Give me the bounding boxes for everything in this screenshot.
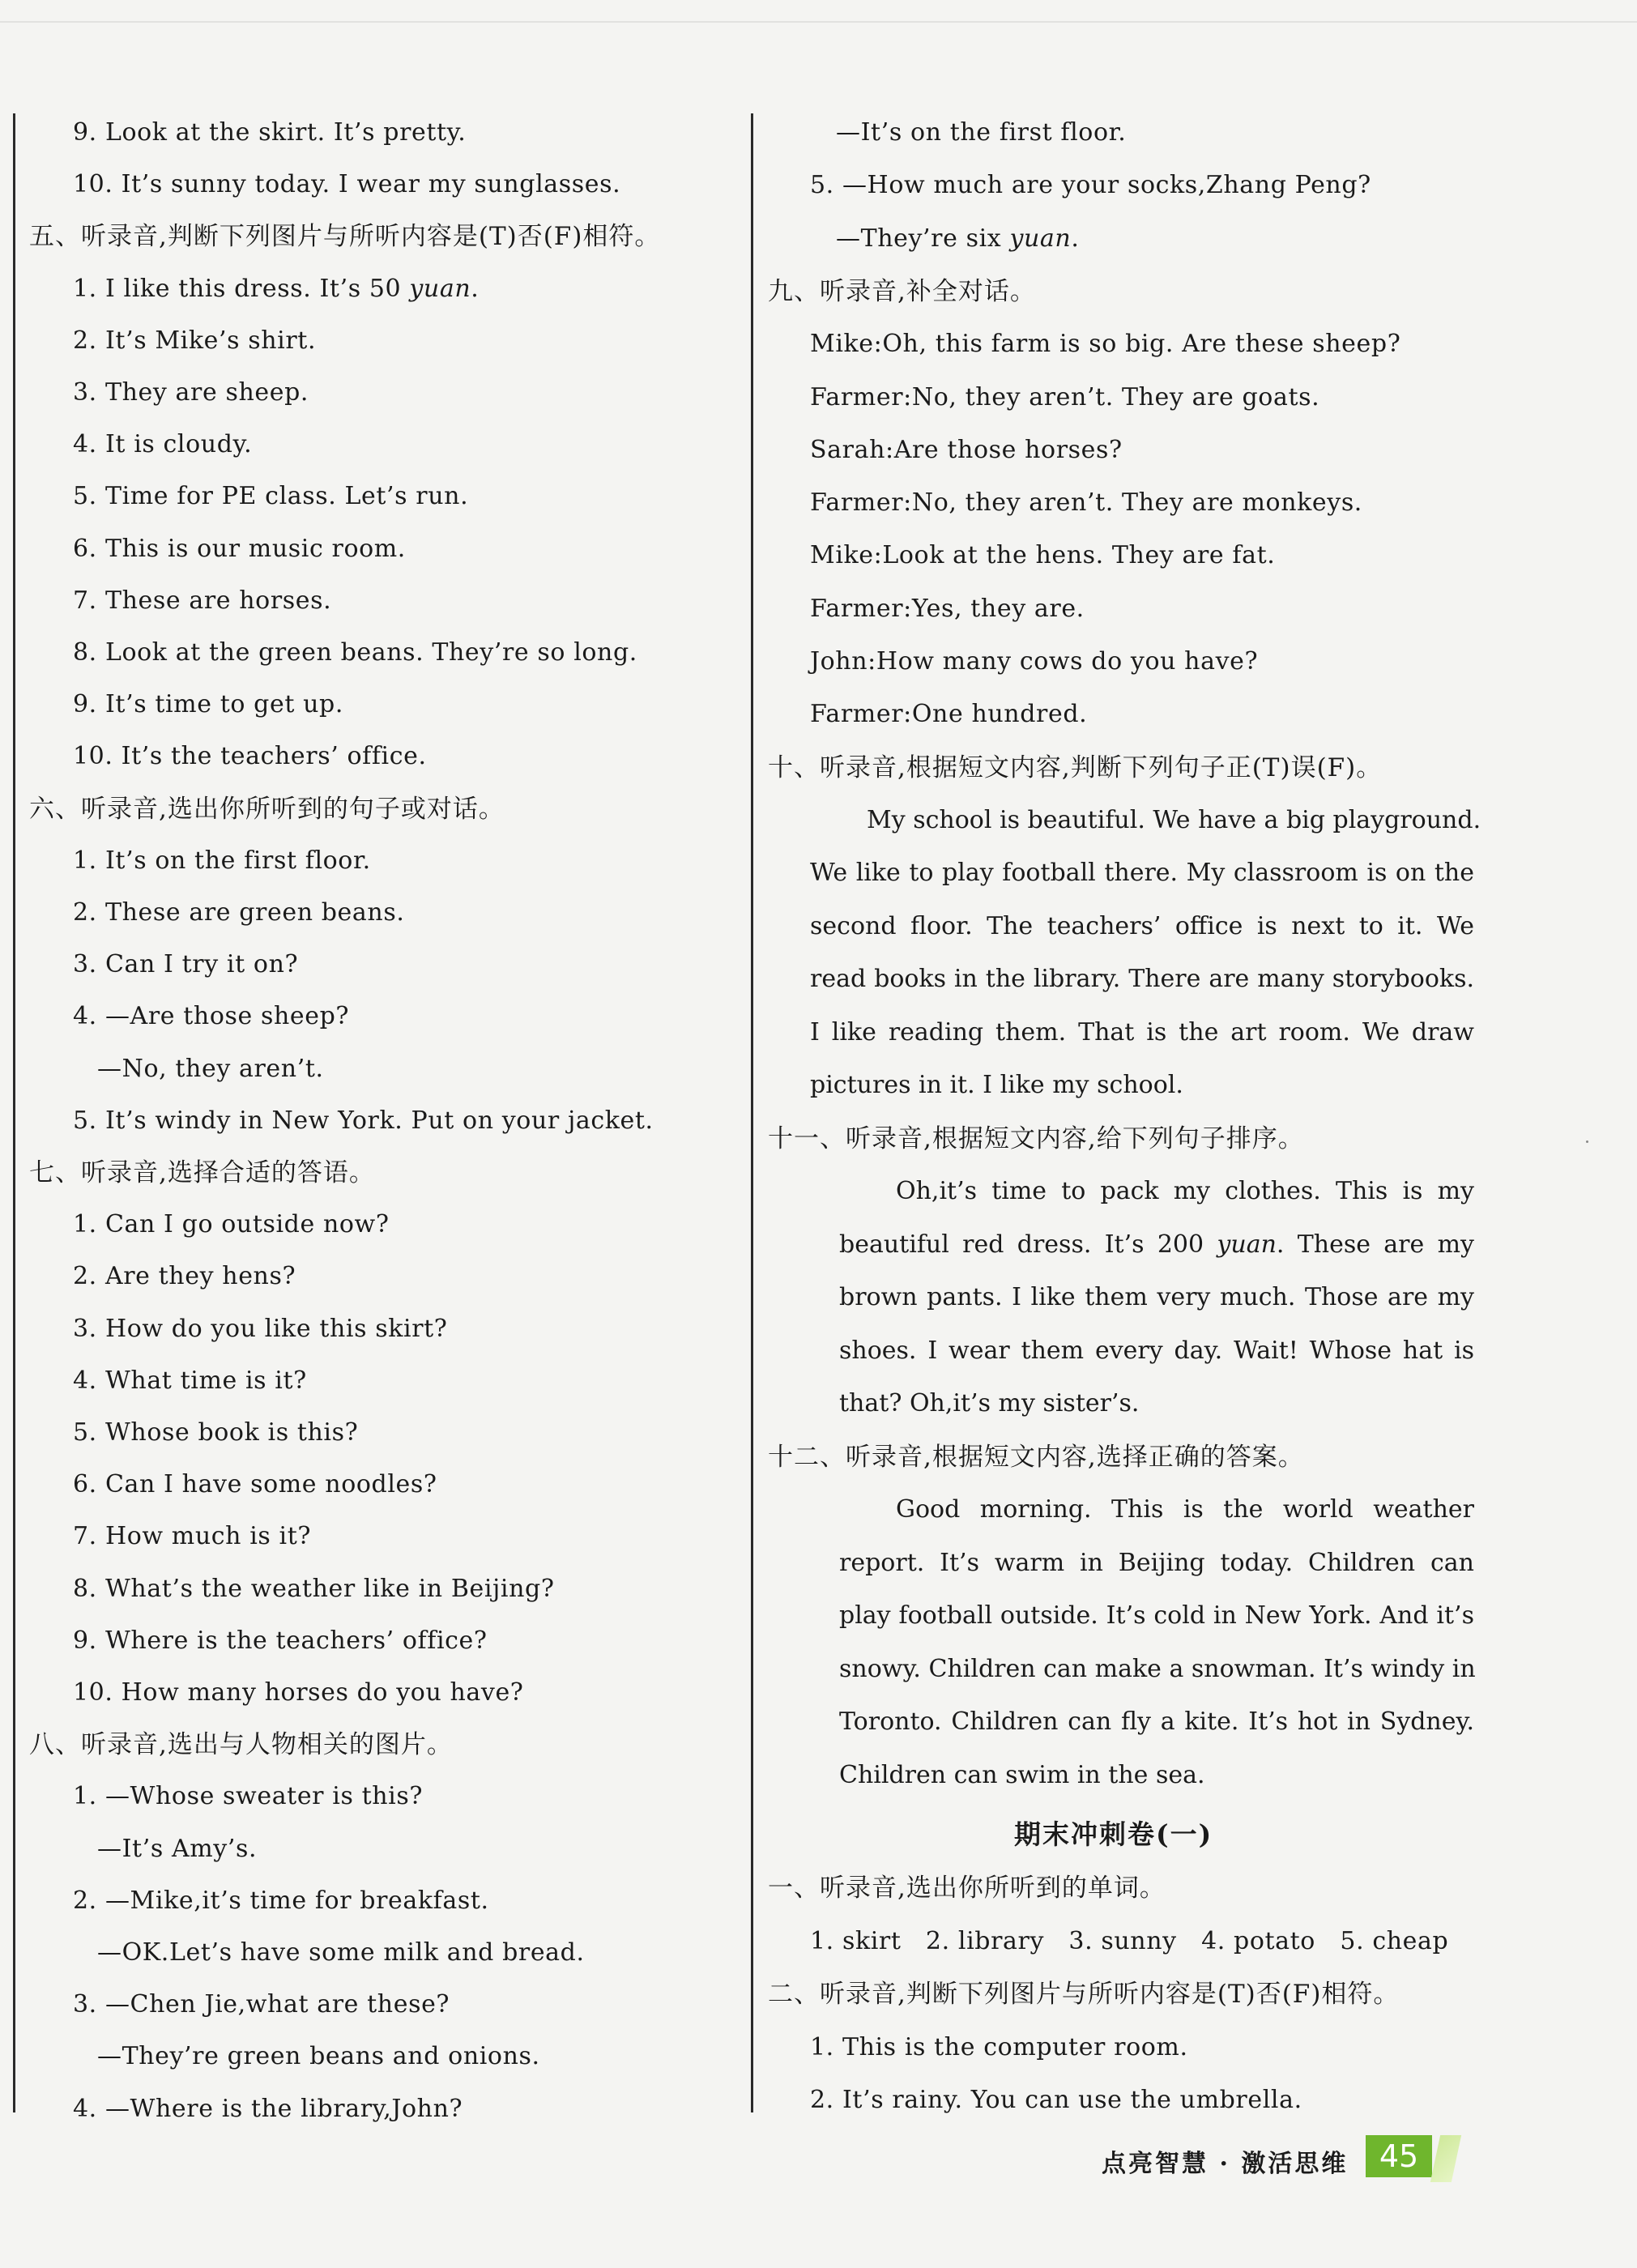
section-heading: 十、听录音,根据短文内容,判断下列句子正(T)误(F)。	[768, 752, 1383, 782]
transcript-line: 10. How many horses do you have?	[73, 1678, 524, 1707]
transcript-line: 1. I like this dress. It’s 50 yuan.	[73, 274, 480, 303]
transcript-line: 5. Whose book is this?	[73, 1418, 359, 1447]
transcript-line: 4. —Are those sheep?	[73, 1002, 350, 1031]
transcript-line: 2. —Mike,it’s time for breakfast.	[73, 1886, 489, 1915]
transcript-line: 6. This is our music room.	[73, 534, 406, 563]
transcript-line: —OK.Let’s have some milk and bread.	[97, 1938, 585, 1967]
section-heading: 二、听录音,判断下列图片与所听内容是(T)否(F)相符。	[768, 1980, 1400, 2010]
transcript-line: 2. Are they hens?	[73, 1262, 296, 1291]
transcript-line: 2. It’s Mike’s shirt.	[73, 326, 317, 355]
section-heading: 一、听录音,选出你所听到的单词。	[768, 1874, 1166, 1904]
transcript-line: 4. It is cloudy.	[73, 430, 253, 459]
transcript-line: —No, they aren’t.	[97, 1054, 324, 1083]
transcript-line: 4. —Where is the library,John?	[73, 2094, 463, 2123]
transcript-line: 8. What’s the weather like in Beijing?	[73, 1574, 555, 1603]
transcript-line: 7. These are horses.	[73, 586, 332, 615]
transcript-line: —It’s on the first floor.	[836, 118, 1127, 147]
transcript-line: Farmer:No, they aren’t. They are goats.	[810, 382, 1320, 411]
transcript-line: 6. Can I have some noodles?	[73, 1470, 437, 1499]
transcript-line: 2. It’s rainy. You can use the umbrella.	[810, 2086, 1302, 2115]
page-number: 45	[1366, 2135, 1432, 2177]
transcript-line: 1. This is the computer room.	[810, 2032, 1188, 2061]
transcript-line: 5. —How much are your socks,Zhang Peng?	[810, 171, 1371, 200]
transcript-line: Mike:Look at the hens. They are fat.	[810, 541, 1276, 570]
section-heading: 八、听录音,选出与人物相关的图片。	[29, 1730, 453, 1760]
transcript-line: 4. What time is it?	[73, 1366, 307, 1395]
center-column-rule	[751, 113, 753, 2112]
transcript-line: Farmer:Yes, they are.	[810, 594, 1085, 623]
transcript-line: —It’s Amy’s.	[97, 1834, 258, 1863]
transcript-line: 10. It’s sunny today. I wear my sunglasses.	[73, 170, 621, 199]
transcript-line: 3. How do you like this skirt?	[73, 1314, 448, 1343]
page-number-stripe	[1430, 2135, 1461, 2182]
transcript-line: 3. They are sheep.	[73, 378, 309, 407]
transcript-line: John:How many cows do you have?	[810, 647, 1259, 676]
transcript-line: 5. Time for PE class. Let’s run.	[73, 482, 469, 511]
transcript-line: 5. It’s windy in New York. Put on your jacket.	[73, 1106, 654, 1135]
transcript-line: Farmer:No, they aren’t. They are monkeys.	[810, 488, 1362, 518]
section-heading: 五、听录音,判断下列图片与所听内容是(T)否(F)相符。	[29, 222, 661, 252]
transcript-line: 9. Where is the teachers’ office?	[73, 1626, 488, 1655]
section-heading: 七、听录音,选择合适的答语。	[29, 1158, 375, 1187]
transcript-line: 1. —Whose sweater is this?	[73, 1782, 424, 1811]
exam-title: 期末冲刺卷(一)	[1014, 1818, 1213, 1851]
transcript-line: 1. skirt 2. library 3. sunny 4. potato 5. cheap	[810, 1926, 1449, 1955]
top-edge-line	[0, 21, 1637, 23]
transcript-line: 8. Look at the green beans. They’re so long.	[73, 638, 637, 667]
section-heading: 十一、听录音,根据短文内容,给下列句子排序。	[768, 1123, 1304, 1153]
transcript-line: 7. How much is it?	[73, 1522, 312, 1551]
transcript-line: 10. It’s the teachers’ office.	[73, 742, 427, 771]
section-heading: 九、听录音,补全对话。	[768, 276, 1036, 306]
transcript-line: 3. —Chen Jie,what are these?	[73, 1990, 450, 2019]
transcript-line: Sarah:Are those horses?	[810, 435, 1123, 464]
paper-speck	[1586, 1140, 1588, 1143]
section-heading: 十二、听录音,根据短文内容,选择正确的答案。	[768, 1442, 1304, 1472]
transcript-line: Mike:Oh, this farm is so big. Are these sheep?	[810, 330, 1401, 359]
transcript-line: 9. It’s time to get up.	[73, 690, 343, 719]
section-heading: 六、听录音,选出你所听到的句子或对话。	[29, 794, 505, 824]
transcript-line: 1. It’s on the first floor.	[73, 846, 371, 875]
transcript-line: 9. Look at the skirt. It’s pretty.	[73, 118, 467, 147]
footer-slogan: 点亮智慧 · 激活思维	[1102, 2150, 1349, 2178]
transcript-line: 3. Can I try it on?	[73, 950, 299, 979]
transcript-line: Farmer:One hundred.	[810, 700, 1088, 729]
transcript-line: 1. Can I go outside now?	[73, 1210, 390, 1239]
transcript-line: —They’re green beans and onions.	[97, 2042, 540, 2071]
transcript-line: —They’re six yuan.	[836, 224, 1080, 253]
left-margin-rule	[13, 113, 15, 2112]
transcript-line: 2. These are green beans.	[73, 898, 405, 927]
